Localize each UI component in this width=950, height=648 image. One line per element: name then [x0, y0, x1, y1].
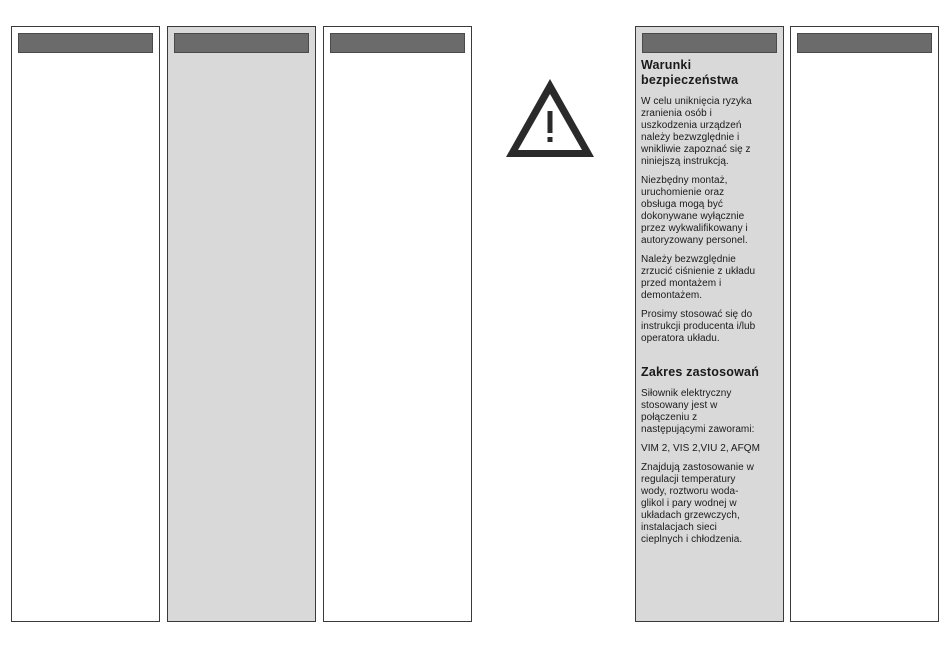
safety-paragraph-2: Niezbędny montaż, uruchomienie oraz obsługa mogą być dokonywane wyłącznie przez wykwalifikowany i autoryzowany personel.: [641, 175, 748, 246]
column-1: [11, 26, 160, 622]
column-5: [790, 26, 939, 622]
safety-title: Warunki bezpieczeństwa: [641, 58, 739, 87]
column-5-header-bar: [797, 33, 932, 53]
warning-triangle-icon: [504, 77, 596, 159]
column-2: [167, 26, 316, 622]
scope-paragraph-2: VIM 2, VIS 2,VIU 2, AFQM: [641, 443, 761, 454]
scope-paragraph-3: Znajdują zastosowanie w regulacji temperatury wody, roztworu woda- glikol i pary wodnej w układach grzewczych, instalacjach sieci cieplnych i chłodzenia.: [641, 462, 754, 545]
column-3: [323, 26, 472, 622]
column-3-header-bar: [330, 33, 465, 53]
safety-paragraph-4: Prosimy stosować się do instrukcji producenta i/lub operatora układu.: [641, 309, 756, 344]
safety-paragraph-3: Należy bezwzględnie zrzucić ciśnienie z układu przed montażem i demontażem.: [641, 254, 756, 301]
safety-paragraph-1: W celu uniknięcia ryzyka zranienia osób i uszkodzenia urządzeń należy bezwzględnie i wnikliwie zapoznać się z niniejszą instrukcją.: [641, 96, 752, 167]
scope-title: Zakres zastosowań: [641, 365, 760, 379]
column-safety-header-bar: [642, 33, 777, 53]
column-safety: [635, 26, 784, 622]
safety-content: [641, 58, 779, 553]
scope-paragraph-1: Siłownik elektryczny stosowany jest w połączeniu z następującymi zaworami:: [641, 388, 755, 435]
column-1-header-bar: [18, 33, 153, 53]
column-2-header-bar: [174, 33, 309, 53]
